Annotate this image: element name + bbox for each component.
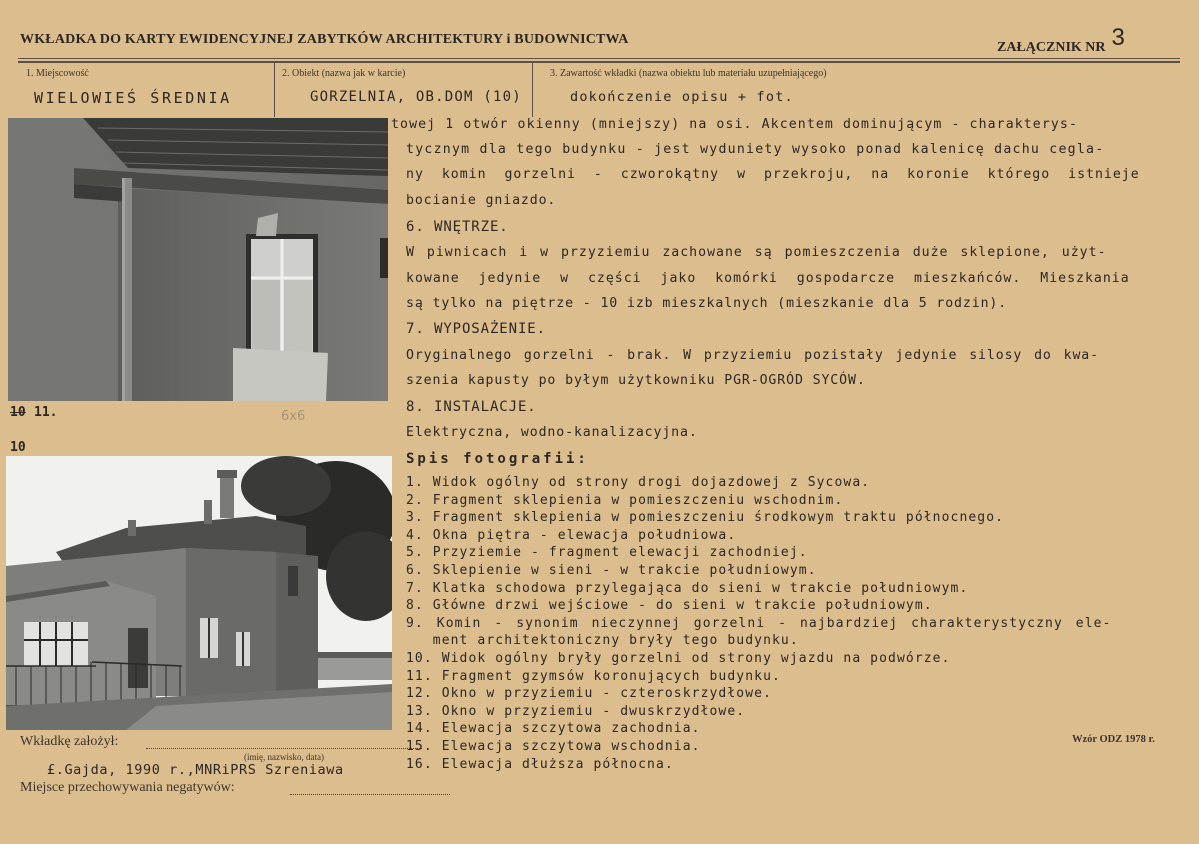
desc-line-1 xyxy=(391,117,1184,132)
annex-label-text: ZAŁĄCZNIK NR xyxy=(997,40,1106,55)
field-locality-label: 1. Miejscowość xyxy=(26,68,89,79)
photo-list-item: ment architektoniczny bryły tego budynku. xyxy=(406,633,799,649)
photo-bottom-svg xyxy=(6,456,392,730)
form-model: Wzór ODZ 1978 r. xyxy=(1072,734,1155,745)
photo-list-item: 11. Fragment gzymsów koronujących budynku. xyxy=(406,668,781,684)
photo-list-item: 7. Klatka schodowa przylegająca do sieni w trakcie południowym. xyxy=(406,580,969,596)
photo-list-item: 1. Widok ogólny od strony drogi dojazdowej z Sycowa. xyxy=(406,475,871,490)
photo-list-item: 3. Fragment sklepienia w pomieszczeniu środkowym traktu północnego. xyxy=(406,510,1005,526)
photo-list-item: 14. Elewacja szczytowa zachodnia. xyxy=(406,721,701,737)
field-contents-value: dokończenie opisu + fot. xyxy=(570,89,794,105)
photo-list xyxy=(406,474,1112,773)
photo-top-number-struck: 10 xyxy=(10,405,26,420)
field-locality-value: WIELOWIEŚ ŚREDNIA xyxy=(34,89,232,107)
photo-list-item: 5. Przyziemie - fragment elewacji zachodniej. xyxy=(406,545,808,561)
photo-top-number: 11. xyxy=(34,405,58,420)
section-6-line-2: kowane jedynie w części jako komórki gospodarcze mieszkańców. Mieszkania xyxy=(406,271,1130,286)
field-object-label: 2. Obiekt (nazwa jak w karcie) xyxy=(282,68,406,79)
photo-bottom-building xyxy=(6,456,392,730)
made-by-dotted-line xyxy=(146,748,422,749)
annex-number: 3 xyxy=(1111,24,1125,51)
photo-top-window xyxy=(8,118,388,401)
desc-line-2: tycznym dla tego budynku - jest wyduniety wysoko ponad kalenicę dachu cegla- xyxy=(406,142,1105,157)
desc-line-3: ny komin gorzelni - czworokątny w przekroju, na koronie którego istnieje xyxy=(406,167,1140,182)
photo-list-item: 9. Komin - synonim nieczynnej gorzelni - najbardziej charakterystyczny ele- xyxy=(406,615,1112,631)
photo-top-svg xyxy=(8,118,388,401)
storage-label: Miejsce przechowywania negatywów: xyxy=(20,780,235,795)
field-divider-2 xyxy=(532,63,533,117)
photo-list-item: 13. Okno w przyziemiu - dwuskrzydłowe. xyxy=(406,703,746,719)
section-6-line-3: są tylko na piętrze - 10 izb mieszkalnych (mieszkanie dla 5 rodzin). xyxy=(406,296,1008,311)
form-title: WKŁADKA DO KARTY EWIDENCYJNEJ ZABYTKÓW ARCHITEKTURY i BUDOWNICTWA xyxy=(20,32,629,47)
photo-list-item: 16. Elewacja dłuższa północna. xyxy=(406,756,674,772)
pencil-note: 6x6 xyxy=(281,409,306,424)
field-object-value: GORZELNIA, OB.DOM (10) xyxy=(310,89,522,105)
photo-list-item: 6. Sklepienie w sieni - w trakcie południowym. xyxy=(406,562,817,578)
made-by-label: Wkładkę założył: xyxy=(20,734,119,749)
storage-dotted-line xyxy=(290,794,450,795)
desc-line-4: bocianie gniazdo. xyxy=(406,193,557,208)
photo-list-heading: Spis fotografii: xyxy=(406,451,589,467)
desc-line-1-text: towej 1 otwór okienny (mniejszy) na osi. Akcentem dominującym - charakterys- xyxy=(391,117,1079,132)
annex-label xyxy=(997,24,1125,58)
section-7-line-2: szenia kapusty po byłym użytkowniku PGR-OGRÓD SYCÓW. xyxy=(406,373,866,388)
made-by-value: £.Gajda, 1990 r.,MNRiPRS Szreniawa xyxy=(47,762,344,778)
section-7-heading: 7. WYPOSAŻENIE. xyxy=(406,321,546,337)
section-8-heading: 8. INSTALACJE. xyxy=(406,399,537,415)
photo-list-item: 4. Okna piętra - elewacja południowa. xyxy=(406,527,737,543)
photo-bottom-number: 10 xyxy=(10,440,26,455)
made-by-hint: (imię, nazwisko, data) xyxy=(244,752,324,762)
header-rule-thick xyxy=(18,61,1180,63)
section-6-line-1: W piwnicach i w przyziemiu zachowane są pomieszczenia duże sklepione, użyt- xyxy=(406,245,1107,260)
field-divider-1 xyxy=(274,63,275,117)
field-contents-label: 3. Zawartość wkładki (nazwa obiektu lub materiału uzupełniającego) xyxy=(550,68,827,79)
photo-list-item: 10. Widok ogólny bryły gorzelni od strony wjazdu na podwórze. xyxy=(406,650,951,666)
photo-list-item: 12. Okno w przyziemiu - czteroskrzydłowe. xyxy=(406,686,772,702)
section-6-heading: 6. WNĘTRZE. xyxy=(406,219,509,235)
photo-list-item: 15. Elewacja szczytowa wschodnia. xyxy=(406,738,701,754)
photo-list-item: 2. Fragment sklepienia w pomieszczeniu wschodnim. xyxy=(406,492,844,508)
photo-list-item: 8. Główne drzwi wejściowe - do sieni w trakcie południowym. xyxy=(406,598,933,614)
section-8-line: Elektryczna, wodno-kanalizacyjna. xyxy=(406,425,698,440)
section-7-line-1: Oryginalnego gorzelni - brak. W przyziemiu pozistały jedynie silosy do kwa- xyxy=(406,348,1099,363)
header-rule-top xyxy=(18,58,1180,59)
